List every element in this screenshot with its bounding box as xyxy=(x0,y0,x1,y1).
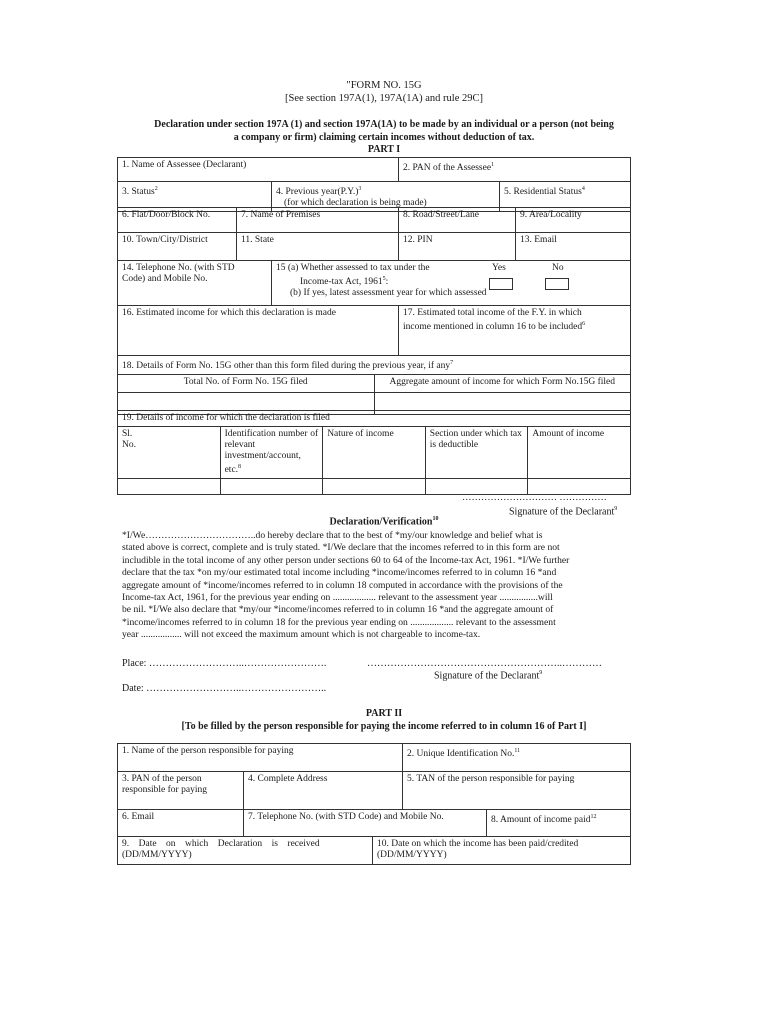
income-details-heading xyxy=(118,411,631,427)
declaration-line: *income/incomes referred to in column 18 for the previous year ending on .................. relevant to the assessment xyxy=(122,616,556,628)
nature-of-income-label: Nature of income xyxy=(327,429,394,439)
footnote-ref: 2 xyxy=(154,186,158,192)
assessed-to-tax-field: 15 (a) Whether assessed to tax under the Income-tax Act, 1961$^5$: (b) If yes, latest assessment year for which assessed xyxy=(272,261,631,306)
place-field[interactable]: Place: ………………………..……………………. xyxy=(122,658,327,669)
part1-row-18 xyxy=(117,355,631,415)
assessed-to-tax-question: 15 (a) Whether assessed to tax under the xyxy=(276,263,430,273)
payer-telephone-field[interactable] xyxy=(244,810,487,837)
previous-year-note: (for which declaration is being made) xyxy=(284,198,427,209)
estimated-income-field[interactable] xyxy=(118,306,399,356)
cell-identification-number[interactable] xyxy=(220,479,323,495)
col-identification-number xyxy=(220,427,323,479)
email-label: 13. Email xyxy=(520,235,557,245)
payer-name-field[interactable] xyxy=(118,744,403,772)
income-paid-date-field[interactable] xyxy=(373,837,631,865)
identification-number-label: Identification number of relevant xyxy=(224,429,319,450)
road-street-lane-label: 8. Road/Street/Lane xyxy=(403,210,479,220)
amount-paid-label: 8. Amount of income paid xyxy=(491,815,591,826)
tan-label: 5. TAN of the person responsible for paying xyxy=(407,774,575,784)
form15g-details-label: 18. Details of Form No. 15G other than this form filed during the previous year, if any xyxy=(122,361,451,372)
complete-address-field[interactable] xyxy=(244,772,403,810)
declaration-line: declare that the tax *on my/our estimated total income including *income/incomes referred to in column 16 *and xyxy=(122,567,557,579)
declaration-line: *I/We……………………………..do hereby declare that to the best of *my/our knowledge and belief what is xyxy=(122,530,543,541)
amount-of-income-label: Amount of income xyxy=(532,429,605,439)
form-title: "FORM NO. 15G xyxy=(346,80,422,91)
part2-title: PART II xyxy=(365,708,403,719)
unique-id-label: 2. Unique Identification No. xyxy=(407,749,515,760)
income-details-label: 19. Details of income for which the declaration is filed xyxy=(122,413,330,423)
payer-telephone-label: 7. Telephone No. (with STD Code) and Mobile No. xyxy=(248,812,444,822)
declaration-heading-line2: a company or firm) claiming certain incomes without deduction of tax. xyxy=(233,132,535,143)
footnote-ref: 4 xyxy=(581,186,585,192)
income-paid-date-label: 10. Date on which the income has been paid/credited xyxy=(377,839,579,849)
telephone-field[interactable] xyxy=(118,261,272,306)
area-locality-label: 9. Area/Locality xyxy=(520,210,582,220)
latest-assessment-year-label: (b) If yes, latest assessment year for which assessed xyxy=(290,288,487,299)
col-section xyxy=(425,427,528,479)
complete-address-label: 4. Complete Address xyxy=(248,774,328,784)
date-format-label: (DD/MM/YYYY) xyxy=(377,850,447,860)
town-city-district-field[interactable] xyxy=(118,233,237,261)
footnote-ref: 3 xyxy=(358,186,362,192)
sl-label: Sl. xyxy=(122,429,133,439)
signature-label-text: Signature of the Declarant xyxy=(509,506,615,518)
no-label: No xyxy=(552,263,564,273)
payer-pan-label-2: responsible for paying xyxy=(122,785,207,795)
no-label-col: No. xyxy=(122,440,136,450)
road-street-lane-field[interactable] xyxy=(399,208,516,233)
col-amount-of-income xyxy=(528,427,631,479)
form15g-details-heading xyxy=(118,356,631,375)
residential-status-label: 5. Residential Status xyxy=(504,187,582,198)
declaration-line: Income-tax Act, 1961, for the previous year ending on .................. relevant to the assessment year ................will xyxy=(122,592,553,604)
footnote-ref: 6 xyxy=(582,321,586,327)
part1-row-6 xyxy=(117,305,631,356)
part2-row-4 xyxy=(117,836,631,865)
footnote-ref: 7 xyxy=(450,360,454,366)
payer-email-field[interactable] xyxy=(118,810,244,837)
declaration-received-date-field[interactable] xyxy=(118,837,373,865)
identification-number-label-2: investment/account, etc. xyxy=(224,451,301,476)
part1-row-19 xyxy=(117,410,631,495)
footnote-ref: 8 xyxy=(238,464,242,470)
declaration-line: year ................. will not exceed the maximum amount which is not chargeable to income-tax. xyxy=(122,629,481,641)
signature-label-2 xyxy=(434,670,542,681)
section-label-2: is deductible xyxy=(429,440,479,450)
name-of-assessee-field[interactable] xyxy=(118,158,399,182)
signature-label-text: Signature of the Declarant xyxy=(434,670,540,682)
town-city-district-label: 10. Town/City/District xyxy=(122,235,208,245)
footnote-ref: 12 xyxy=(590,814,597,820)
amount-paid-field[interactable] xyxy=(487,810,631,837)
date-format-label: (DD/MM/YYYY) xyxy=(122,850,192,860)
status-label: 3. Status xyxy=(122,187,155,198)
footnote-ref: 1 xyxy=(491,162,495,168)
previous-year-label: 4. Previous year(P.Y.) xyxy=(276,187,359,198)
declaration-heading-line1: Declaration under section 197A (1) and section 197A(1A) to be made by an individual or a person (not being xyxy=(154,119,614,130)
payer-name-label: 1. Name of the person responsible for paying xyxy=(122,746,294,756)
declaration-line: stated above is correct, complete and is truly stated. *I/We declare that the incomes referred to in this form are not xyxy=(122,542,560,554)
part1-title: PART I xyxy=(367,144,401,155)
tan-field[interactable] xyxy=(403,772,631,810)
part1-row-3 xyxy=(117,207,631,233)
pin-field[interactable] xyxy=(399,233,516,261)
signature-line-1[interactable]: ………………………… …………… xyxy=(462,493,607,503)
total-forms-filed-header xyxy=(118,375,375,393)
flat-door-block-label: 6. Flat/Door/Block No. xyxy=(122,210,211,220)
cell-nature-of-income[interactable] xyxy=(323,479,426,495)
part1-row-1 xyxy=(117,157,631,182)
pin-label: 12. PIN xyxy=(403,235,433,245)
footnote-ref: 11 xyxy=(514,748,521,754)
col-nature-of-income xyxy=(323,427,426,479)
declaration-title xyxy=(0,516,768,527)
form-subtitle: [See section 197A(1), 197A(1A) and rule 29C] xyxy=(285,93,483,104)
payer-email-label: 6. Email xyxy=(122,812,155,822)
name-of-premises-label: 7. Name of Premises xyxy=(241,210,321,220)
aggregate-amount-label: Aggregate amount of income for which Form No.15G filed xyxy=(389,377,616,388)
yes-checkbox[interactable] xyxy=(489,278,513,290)
state-label: 11. State xyxy=(241,235,274,245)
telephone-label: 14. Telephone No. (with STD xyxy=(122,263,235,273)
telephone-label-2: Code) and Mobile No. xyxy=(122,274,208,284)
flat-door-block-field[interactable] xyxy=(118,208,237,233)
part2-subtitle: [To be filled by the person responsible for paying the income referred to in column 16 of Part I] xyxy=(181,721,587,732)
aggregate-amount-header xyxy=(374,375,631,393)
declaration-line: includible in the total income of any other person under sections 60 to 64 of the Income-tax Act, 1961. *I/We further xyxy=(122,554,570,566)
estimated-income-label: 16. Estimated income for which this declaration is made xyxy=(122,308,336,318)
part2-row-3 xyxy=(117,809,631,837)
estimated-total-income-field[interactable] xyxy=(399,306,631,356)
declaration-title-text: Declaration/Verification xyxy=(329,516,433,528)
email-field[interactable] xyxy=(516,233,631,261)
payer-pan-label: 3. PAN of the person xyxy=(122,774,202,784)
footnote-ref: 5 xyxy=(382,276,386,282)
part1-row-4 xyxy=(117,232,631,261)
declaration-line: aggregate amount of *income/incomes referred to in column 18 computed in accordance with the provisions of the xyxy=(122,579,563,591)
total-forms-filed-label: Total No. of Form No. 15G filed xyxy=(183,377,308,388)
part2-row-1 xyxy=(117,743,631,772)
footnote-ref: 9 xyxy=(614,506,618,512)
estimated-total-income-label-2: income mentioned in column 16 to be included xyxy=(403,322,583,333)
footnote-ref: 9 xyxy=(539,670,543,676)
income-tax-act-label: Income-tax Act, 1961 xyxy=(300,277,383,288)
payer-pan-field[interactable] xyxy=(118,772,244,810)
col-sl-no xyxy=(118,427,221,479)
signature-line-2[interactable]: …………………………………………………..………… xyxy=(367,658,602,669)
section-label: Section under which tax xyxy=(429,429,522,439)
name-of-assessee-label: 1. Name of Assessee (Declarant) xyxy=(122,160,247,170)
state-field[interactable] xyxy=(237,233,399,261)
name-of-premises-field[interactable] xyxy=(237,208,399,233)
pan-of-assessee-label: 2. PAN of the Assessee xyxy=(403,163,492,174)
declaration-received-date-label: 9. Date on which Declaration is received xyxy=(122,839,320,849)
area-locality-field[interactable] xyxy=(516,208,631,233)
pan-of-assessee-field[interactable] xyxy=(399,158,631,182)
no-checkbox[interactable] xyxy=(545,278,569,290)
unique-id-field[interactable] xyxy=(403,744,631,772)
part2-row-2 xyxy=(117,771,631,810)
declaration-line: be nil. *I/We also declare that *my/our *income/incomes referred to in column 16 *and the aggregate amount of xyxy=(122,604,554,616)
estimated-total-income-label: 17. Estimated total income of the F.Y. in which xyxy=(403,308,582,318)
footnote-ref: 10 xyxy=(432,516,439,522)
declaration-text xyxy=(122,530,630,642)
yes-label: Yes xyxy=(492,263,506,273)
cell-sl-no[interactable] xyxy=(118,479,221,495)
date-field[interactable]: Date: ………………………..…………………….. xyxy=(122,683,327,694)
